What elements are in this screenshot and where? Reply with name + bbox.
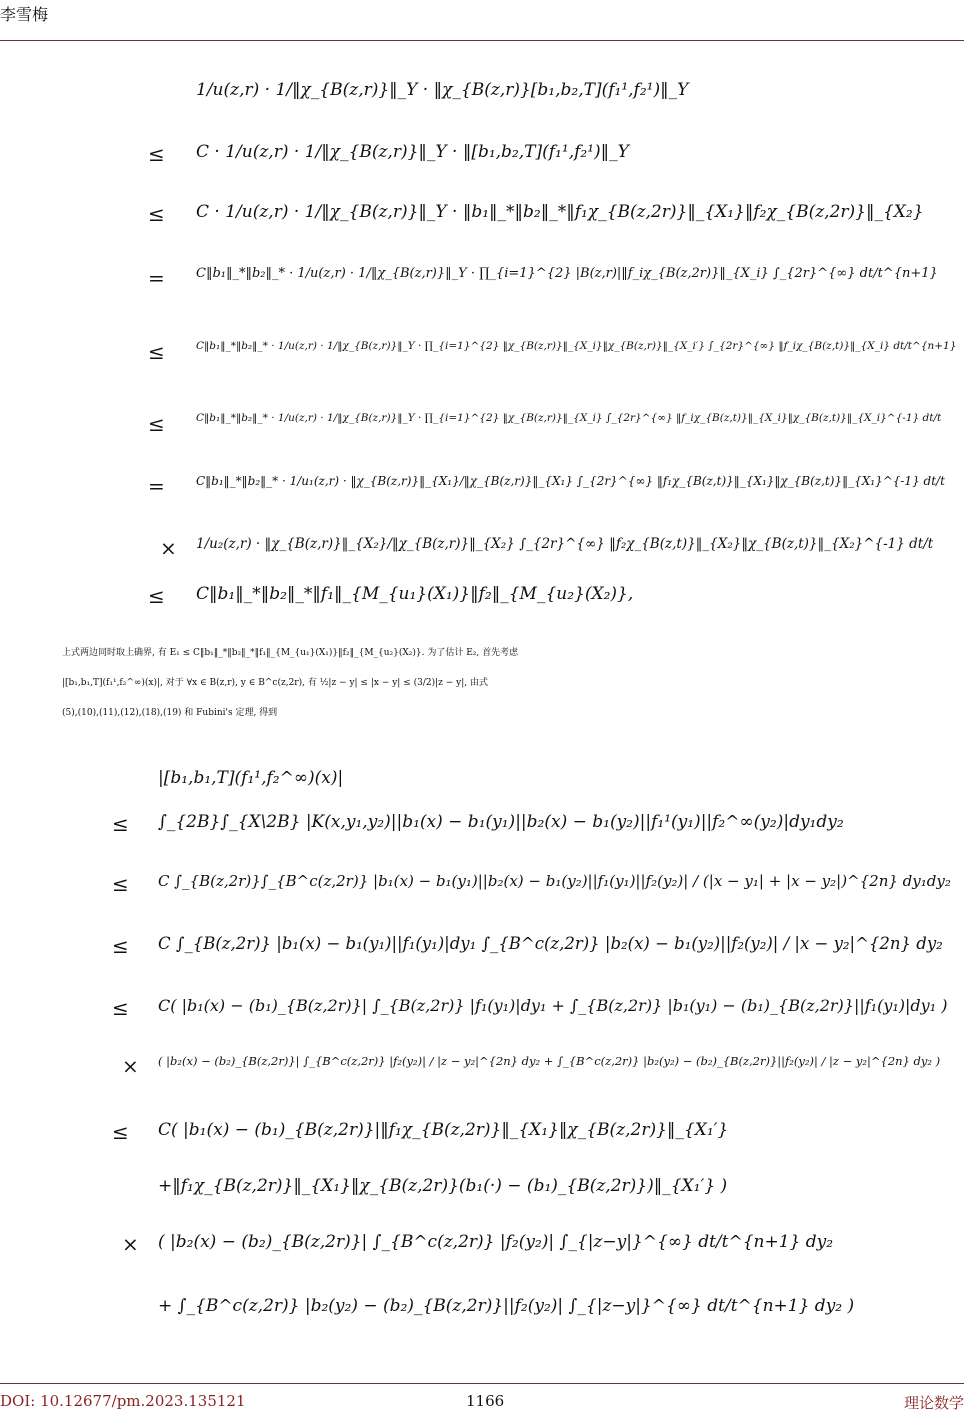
equation-line [0,996,964,1020]
equation-expression: +‖f₁χ_{B(z,2r)}‖_{X₁}‖χ_{B(z,2r)}(b₁(·) − (b₁)_{B(z,2r)})‖_{X₁′} ) [158,1176,728,1196]
equation-line [0,202,964,226]
equation-expression: C( |b₁(x) − (b₁)_{B(z,2r)}|‖f₁χ_{B(z,2r)}‖_{X₁}‖χ_{B(z,2r)}‖_{X₁′} [158,1120,729,1140]
equation-expression: 1/u(z,r) · 1/‖χ_{B(z,r)}‖_Y · ‖χ_{B(z,r)}[b₁,b₂,T](f₁¹,f₂¹)‖_Y [196,80,689,100]
equation-expression: ∫_{2B}∫_{X\2B} |K(x,y₁,y₂)||b₁(x) − b₁(y₁)||b₂(x) − b₁(y₂)||f₁¹(y₁)||f₂^∞(y₂)|dy₁dy₂ [158,812,844,832]
equation-line [0,584,964,608]
equation-expression: C‖b₁‖_*‖b₂‖_*‖f₁‖_{M_{u₁}(X₁)}‖f₂‖_{M_{u₂}(X₂)}, [196,584,634,604]
equation-line [0,1296,964,1316]
equation-line [0,768,964,788]
footer-rule [0,1383,964,1384]
relation-symbol: × [160,536,177,560]
equation-expression: C‖b₁‖_*‖b₂‖_* · 1/u(z,r) · 1/‖χ_{B(z,r)}‖_Y · ∏_{i=1}^{2} |B(z,r)|‖f_iχ_{B(z,2r)}‖_{X_i} ∫_{2r}^{∞} dt/t^{n+1} [196,266,938,281]
relation-symbol: ≤ [112,996,129,1020]
equation-expression: C( |b₁(x) − (b₁)_{B(z,2r)}| ∫_{B(z,2r)} |f₁(y₁)|dy₁ + ∫_{B(z,2r)} |b₁(y₁) − (b₁)_{B(z,2r)}||f₁(y₁)|dy₁ ) [158,996,948,1015]
footer-doi: DOI: 10.12677/pm.2023.135121 [0,1392,246,1410]
relation-symbol: × [122,1232,139,1256]
equation-line [0,812,964,836]
relation-symbol: = [148,266,165,290]
equation-expression: |[b₁,b₁,T](f₁¹,f₂^∞)(x)| [158,768,344,788]
relation-symbol: ≤ [112,1120,129,1144]
relation-symbol: × [122,1054,139,1078]
relation-symbol: ≤ [148,340,165,364]
relation-symbol: = [148,474,165,498]
relation-symbol: ≤ [148,584,165,608]
equation-expression: + ∫_{B^c(z,2r)} |b₂(y₂) − (b₂)_{B(z,2r)}||f₂(y₂)| ∫_{|z−y|}^{∞} dt/t^{n+1} dy₂ ) [158,1296,855,1316]
equation-expression: C‖b₁‖_*‖b₂‖_* · 1/u(z,r) · 1/‖χ_{B(z,r)}‖_Y · ∏_{i=1}^{2} ‖χ_{B(z,r)}‖_{X_i} ∫_{2r}^{∞} ‖f_iχ_{B(z,t)}‖_{X_i}‖χ_{B(z,t)}‖_{X_i}^{-1} dt/t [196,412,942,424]
equation-line [0,872,964,896]
equation-line [0,1120,964,1144]
paragraph-line: (5),(10),(11),(12),(18),(19) 和 Fubini's 定理, 得到 [62,708,278,718]
equation-line [0,266,964,290]
equation-expression: C ∫_{B(z,2r)} |b₁(x) − b₁(y₁)||f₁(y₁)|dy₁ ∫_{B^c(z,2r)} |b₂(x) − b₁(y₂)||f₂(y₂)| / |x − y₂|^{2n} dy₂ [158,934,943,953]
equation-line [0,80,964,100]
body-paragraph [62,638,964,728]
relation-symbol: ≤ [148,202,165,226]
equation-expression: 1/u₂(z,r) · ‖χ_{B(z,r)}‖_{X₂}/‖χ_{B(z,r)}‖_{X₂} ∫_{2r}^{∞} ‖f₂χ_{B(z,t)}‖_{X₂}‖χ_{B(z,t)}‖_{X₂}^{-1} dt/t [196,536,934,552]
equation-expression: C‖b₁‖_*‖b₂‖_* · 1/u(z,r) · 1/‖χ_{B(z,r)}‖_Y · ∏_{i=1}^{2} ‖χ_{B(z,r)}‖_{X_i}‖χ_{B(z,r)}‖_{X_i′} ∫_{2r}^{∞} ‖f_iχ_{B(z,t)}‖_{X_i} dt/t^{n+1} [196,340,957,352]
relation-symbol: ≤ [112,812,129,836]
equation-line [0,474,964,498]
equation-expression: ( |b₂(x) − (b₂)_{B(z,2r)}| ∫_{B^c(z,2r)} |f₂(y₂)| ∫_{|z−y|}^{∞} dt/t^{n+1} dy₂ [158,1232,834,1252]
equation-line [0,1054,964,1078]
footer-page-number: 1166 [466,1392,505,1410]
relation-symbol: ≤ [148,412,165,436]
equation-expression: C ∫_{B(z,2r)}∫_{B^c(z,2r)} |b₁(x) − b₁(y₁)||b₂(x) − b₁(y₂)||f₁(y₁)||f₂(y₂)| / (|x − y₁| + |x − y₂|)^{2n} dy₁dy₂ [158,872,951,890]
equation-expression: C · 1/u(z,r) · 1/‖χ_{B(z,r)}‖_Y · ‖[b₁,b₂,T](f₁¹,f₂¹)‖_Y [196,142,629,162]
equation-line [0,412,964,436]
relation-symbol: ≤ [112,872,129,896]
relation-symbol: ≤ [148,142,165,166]
equation-expression: C‖b₁‖_*‖b₂‖_* · 1/u₁(z,r) · ‖χ_{B(z,r)}‖_{X₁}/‖χ_{B(z,r)}‖_{X₁} ∫_{2r}^{∞} ‖f₁χ_{B(z,t)}‖_{X₁}‖χ_{B(z,t)}‖_{X₁}^{-1} dt/t [196,474,945,488]
equation-expression: C · 1/u(z,r) · 1/‖χ_{B(z,r)}‖_Y · ‖b₁‖_*‖b₂‖_*‖f₁χ_{B(z,2r)}‖_{X₁}‖f₂χ_{B(z,2r)}‖_{X₂} [196,202,924,222]
equation-line [0,536,964,560]
paragraph-line: 上式两边同时取上确界, 有 E₁ ≤ C‖b₁‖_*‖b₂‖_*‖f₁‖_{M_{u₁}(X₁)}‖f₂‖_{M_{u₂}(X₂)}. 为了估计 E₂, 首先考虑 [62,648,519,658]
equation-line [0,340,964,364]
equation-expression: ( |b₂(x) − (b₂)_{B(z,2r)}| ∫_{B^c(z,2r)} |f₂(y₂)| / |z − y₂|^{2n} dy₂ + ∫_{B^c(z,2r)} |b₂(y₂) − (b₂)_{B(z,2r)}||f₂(y₂)| / |z − y₂|^{2n} dy₂ ) [158,1054,941,1068]
running-header-author: 李雪梅 [0,5,49,24]
footer-journal: 理论数学 [903,1394,964,1412]
paragraph-line: |[b₁,b₁,T](f₁¹,f₂^∞)(x)|, 对于 ∀x ∈ B(z,r), y ∈ B^c(z,2r), 有 ½|z − y| ≤ |x − y| ≤ (3/2)|z − y|, 由式 [62,678,488,688]
equation-line [0,1232,964,1256]
relation-symbol: ≤ [112,934,129,958]
equation-line [0,934,964,958]
equation-line [0,1176,964,1196]
header-rule [0,40,964,41]
equation-line [0,142,964,166]
